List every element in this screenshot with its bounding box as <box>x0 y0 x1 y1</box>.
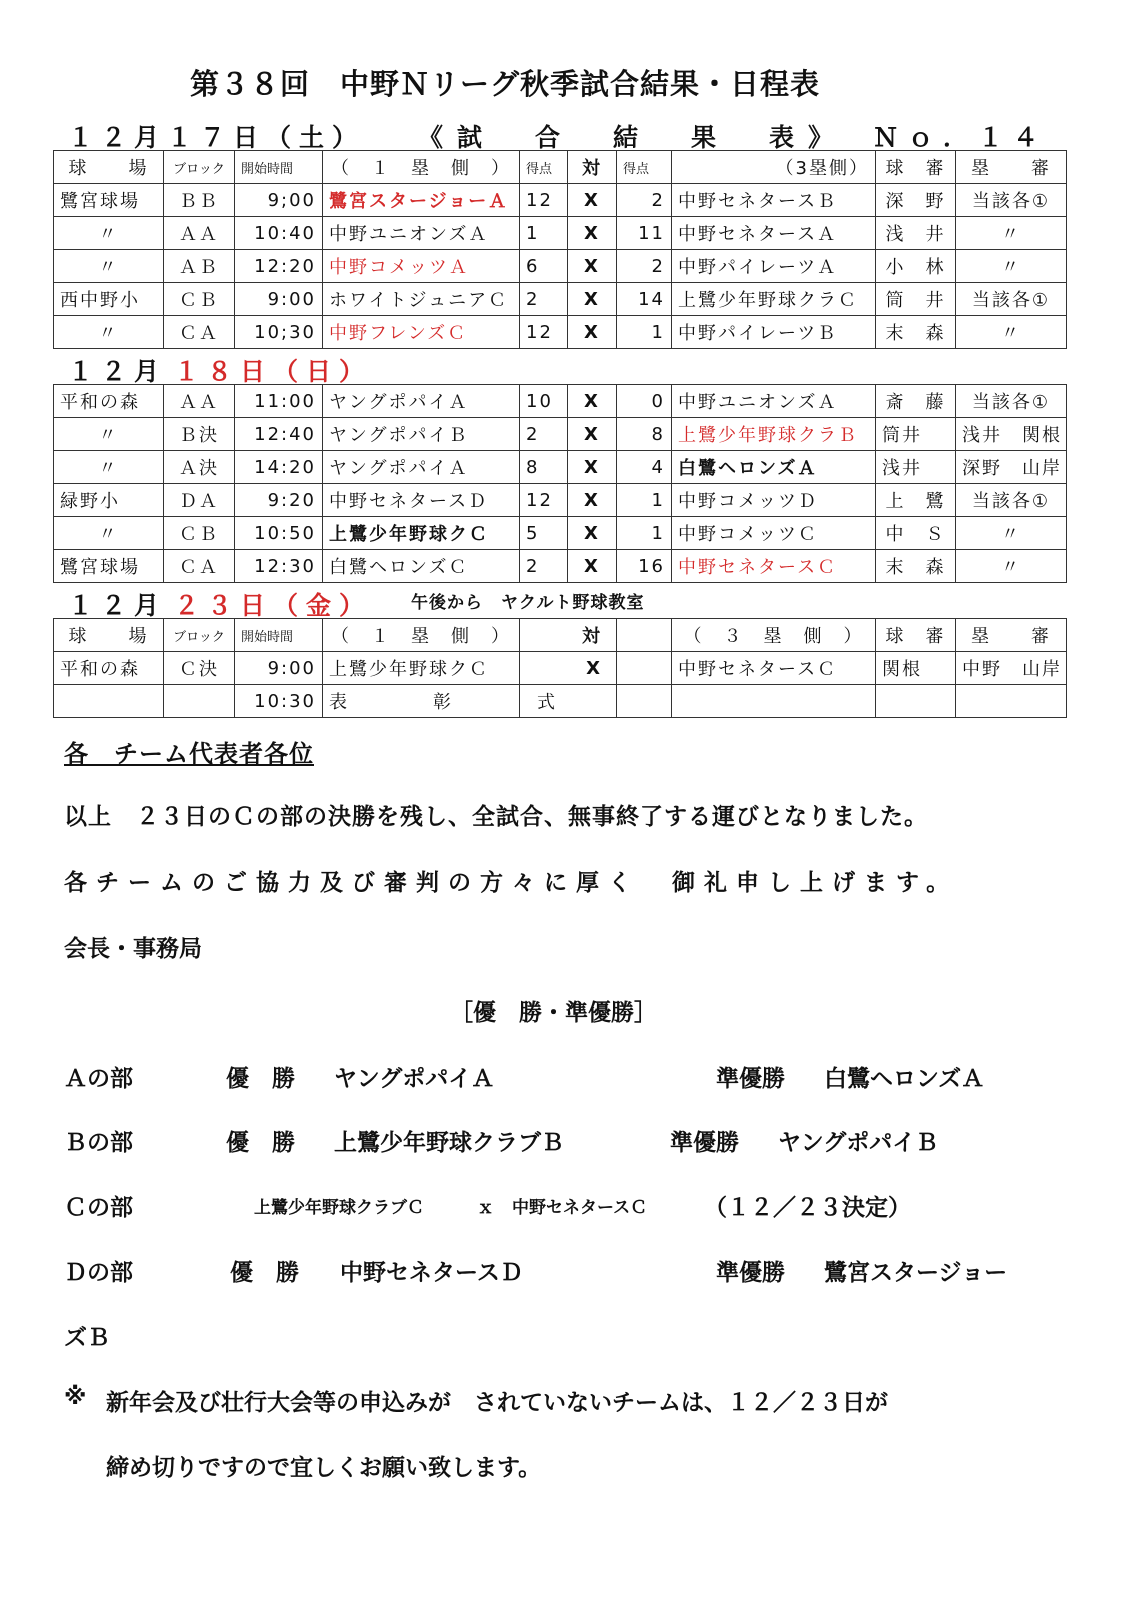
table-row <box>54 418 1067 451</box>
field: 〃 <box>54 517 164 550</box>
day2-date: １８日（日） <box>174 357 373 386</box>
score1: 2 <box>520 418 568 451</box>
header-vs: 対 <box>520 619 617 652</box>
header-vs: 対 <box>568 151 617 184</box>
header-team3: （ ３ 塁 側 ） <box>672 619 876 652</box>
header-block: ブロック <box>164 151 235 184</box>
runner-up-team-continued: ズＢ <box>64 1325 110 1351</box>
day3-date: ２３日（金） <box>174 591 373 620</box>
vs-mark: X <box>568 517 617 550</box>
time: 10;30 <box>235 316 323 349</box>
team3: 中野ユニオンズＡ <box>672 385 876 418</box>
base-umpire <box>956 685 1067 718</box>
umpire: 筒井 <box>876 418 956 451</box>
division-label: Ｃの部 <box>64 1195 133 1221</box>
table-row <box>54 484 1067 517</box>
runner-up-label: 準優勝 <box>716 1066 785 1092</box>
score1: 12 <box>520 484 568 517</box>
time: 12:40 <box>235 418 323 451</box>
final-team-1: 上鷺少年野球クラブＣ <box>254 1198 424 1218</box>
vs-mark: X <box>568 184 617 217</box>
block <box>164 685 235 718</box>
team3: 中野セネタースＢ <box>672 184 876 217</box>
notice-heading: 各 チーム代表者各位 <box>64 740 314 768</box>
division-d-runner-up-continued <box>64 1319 1064 1353</box>
division-b-result <box>64 1124 1064 1158</box>
time: 14:20 <box>235 451 323 484</box>
team1: 鷺宮スタージョーＡ <box>323 184 520 217</box>
vs-mark: X <box>568 250 617 283</box>
base-umpire: 〃 <box>956 550 1067 583</box>
time: 9:00 <box>235 652 323 685</box>
header-base-umpire: 塁 審 <box>956 619 1067 652</box>
score2: 0 <box>617 385 672 418</box>
vs-mark: X <box>568 418 617 451</box>
base-umpire: 当該各① <box>956 283 1067 316</box>
day2-header <box>68 352 668 386</box>
team1: ヤングポパイＡ <box>323 451 520 484</box>
umpire: 関根 <box>876 652 956 685</box>
winners-title: ［優 勝・準優勝］ <box>450 1000 657 1026</box>
score1: 2 <box>520 283 568 316</box>
field: 〃 <box>54 418 164 451</box>
header-team3: （3塁側） <box>672 151 876 184</box>
base-umpire: 当該各① <box>956 385 1067 418</box>
team3: 上鷺少年野球クラＢ <box>672 418 876 451</box>
table-row <box>54 316 1067 349</box>
team1: 中野フレンズＣ <box>323 316 520 349</box>
day3-header <box>68 586 868 620</box>
day1-section-label: 《試 合 結 果 表》 <box>418 123 848 152</box>
day3-schedule-table <box>53 618 1067 718</box>
time: 9;00 <box>235 184 323 217</box>
final-versus: ｘ <box>477 1198 494 1218</box>
block: ＣＢ <box>164 283 235 316</box>
table-row <box>54 652 1067 685</box>
team1: 上鷺少年野球クＣ <box>323 652 520 685</box>
day1-page-number: Ｎｏ．１４ <box>873 123 1049 152</box>
header-umpire: 球 審 <box>876 619 956 652</box>
team1: 白鷺ヘロンズＣ <box>323 550 520 583</box>
header-field: 球 場 <box>54 151 164 184</box>
vs-mark: X <box>568 385 617 418</box>
base-umpire: 〃 <box>956 517 1067 550</box>
vs-mark: X <box>568 316 617 349</box>
final-team-2: 中野セネタースＣ <box>512 1198 648 1218</box>
score2: 16 <box>617 550 672 583</box>
umpire: 筒 井 <box>876 283 956 316</box>
day1-header <box>68 118 1068 152</box>
score2: 11 <box>617 217 672 250</box>
field: 鷺宮球場 <box>54 184 164 217</box>
field: 西中野小 <box>54 283 164 316</box>
umpire: 浅井 <box>876 451 956 484</box>
score2: 2 <box>617 184 672 217</box>
note-mark-icon: ※ <box>64 1384 87 1410</box>
block: ＣＡ <box>164 550 235 583</box>
header-field: 球 場 <box>54 619 164 652</box>
vs-mark: X <box>568 217 617 250</box>
umpire: 斎 藤 <box>876 385 956 418</box>
umpire: 浅 井 <box>876 217 956 250</box>
table-row <box>54 685 1067 718</box>
division-d-result <box>64 1254 1064 1288</box>
winner-label: 優 勝 <box>230 1260 299 1286</box>
umpire: 中 Ｓ <box>876 517 956 550</box>
base-umpire: 当該各① <box>956 484 1067 517</box>
vs-mark: X <box>568 451 617 484</box>
division-a-result <box>64 1060 1064 1094</box>
team3: 中野パイレーツＢ <box>672 316 876 349</box>
footer-note <box>64 1384 1064 1418</box>
table-row <box>54 385 1067 418</box>
day2-date-prefix: １２月 <box>68 357 168 386</box>
footer-note-cont <box>64 1449 1064 1483</box>
block: Ｃ決 <box>164 652 235 685</box>
score2: 1 <box>617 316 672 349</box>
table-row <box>54 250 1067 283</box>
team3: 中野セネタースＡ <box>672 217 876 250</box>
winner-team: ヤングポパイＡ <box>334 1066 495 1092</box>
field <box>54 685 164 718</box>
division-label: Ｄの部 <box>64 1260 133 1286</box>
day1-schedule-table <box>53 150 1067 349</box>
division-label: Ｂの部 <box>64 1130 133 1156</box>
score2: 14 <box>617 283 672 316</box>
field: 鷺宮球場 <box>54 550 164 583</box>
block: ＢＢ <box>164 184 235 217</box>
team3: 白鷺ヘロンズＡ <box>672 451 876 484</box>
team3: 中野セネタースＣ <box>672 550 876 583</box>
score1: 6 <box>520 250 568 283</box>
base-umpire: 深野 山岸 <box>956 451 1067 484</box>
team1: ヤングポパイＢ <box>323 418 520 451</box>
block: Ｂ決 <box>164 418 235 451</box>
block: ＡＢ <box>164 250 235 283</box>
team1: 上鷺少年野球クＣ <box>323 517 520 550</box>
team3: 中野コメッツＣ <box>672 517 876 550</box>
time: 9:00 <box>235 283 323 316</box>
header-empty <box>617 619 672 652</box>
day2-schedule-table <box>53 384 1067 583</box>
score2: 1 <box>617 484 672 517</box>
day1-date: １２月１７日（土） <box>68 123 366 152</box>
score1: 5 <box>520 517 568 550</box>
score1: 8 <box>520 451 568 484</box>
division-c-result <box>64 1189 1064 1223</box>
time: 10:30 <box>235 685 323 718</box>
notice-line-2: 各チームのご協力及び審判の方々に厚く 御礼申し上げます。 <box>64 870 959 896</box>
winner-team: 上鷺少年野球クラブＢ <box>334 1130 564 1156</box>
winner-label: 優 勝 <box>226 1130 295 1156</box>
table-row <box>54 184 1067 217</box>
table-row <box>54 517 1067 550</box>
vs-mark: X <box>568 484 617 517</box>
umpire: 末 森 <box>876 316 956 349</box>
vs-mark: X <box>568 550 617 583</box>
team1: 中野コメッツＡ <box>323 250 520 283</box>
header-score1: 得点 <box>520 151 568 184</box>
score2: 4 <box>617 451 672 484</box>
base-umpire: 当該各① <box>956 184 1067 217</box>
block: ＣＡ <box>164 316 235 349</box>
field: 〃 <box>54 451 164 484</box>
block: ＡＡ <box>164 217 235 250</box>
team3 <box>672 685 876 718</box>
score1: 10 <box>520 385 568 418</box>
page-title: 第３８回 中野Ｎリーグ秋季試合結果・日程表 <box>190 67 821 101</box>
field: 〃 <box>54 217 164 250</box>
table-row <box>54 550 1067 583</box>
team1: 中野セネタースＤ <box>323 484 520 517</box>
header-team1: （ １ 塁 側 ） <box>323 619 520 652</box>
notice-line-1: 以上 ２３日のＣの部の決勝を残し、全試合、無事終了する運びとなりました。 <box>64 804 928 830</box>
base-umpire: 〃 <box>956 316 1067 349</box>
runner-up-team: ヤングポパイＢ <box>778 1130 939 1156</box>
umpire: 深 野 <box>876 184 956 217</box>
winner-team: 中野セネタースＤ <box>340 1260 523 1286</box>
ceremony: 表 彰 式 <box>323 685 520 718</box>
table-row <box>54 283 1067 316</box>
empty-cell <box>617 652 672 685</box>
team1: 中野ユニオンズＡ <box>323 217 520 250</box>
time: 12:30 <box>235 550 323 583</box>
field: 平和の森 <box>54 652 164 685</box>
header-base-umpire: 塁 審 <box>956 151 1067 184</box>
time: 11:00 <box>235 385 323 418</box>
winner-label: 優 勝 <box>226 1066 295 1092</box>
score1: 1 <box>520 217 568 250</box>
block: ＣＢ <box>164 517 235 550</box>
field: 緑野小 <box>54 484 164 517</box>
notice-signature: 会長・事務局 <box>64 936 202 962</box>
base-umpire: 〃 <box>956 250 1067 283</box>
team1: ホワイトジュニアＣ <box>323 283 520 316</box>
team3: 中野パイレーツＡ <box>672 250 876 283</box>
runner-up-label: 準優勝 <box>716 1260 785 1286</box>
time: 10:40 <box>235 217 323 250</box>
field: 〃 <box>54 250 164 283</box>
header-umpire: 球 審 <box>876 151 956 184</box>
field: 〃 <box>54 316 164 349</box>
time: 10:50 <box>235 517 323 550</box>
empty-cell <box>617 685 672 718</box>
header-block: ブロック <box>164 619 235 652</box>
table-row <box>54 451 1067 484</box>
base-umpire: 浅井 関根 <box>956 418 1067 451</box>
table-header-row <box>54 151 1067 184</box>
block: Ａ決 <box>164 451 235 484</box>
day3-date-prefix: １２月 <box>68 591 168 620</box>
team3: 中野セネタースＣ <box>672 652 876 685</box>
day3-note: 午後から ヤクルト野球教室 <box>411 593 645 613</box>
header-team1: （ １ 塁 側 ） <box>323 151 520 184</box>
vs-mark: X <box>568 283 617 316</box>
header-time: 開始時間 <box>235 151 323 184</box>
block: ＤＡ <box>164 484 235 517</box>
field: 平和の森 <box>54 385 164 418</box>
base-umpire: 〃 <box>956 217 1067 250</box>
score2: 8 <box>617 418 672 451</box>
score2: 1 <box>617 517 672 550</box>
team1: ヤングポパイＡ <box>323 385 520 418</box>
score2: 2 <box>617 250 672 283</box>
runner-up-team: 鷺宮スタージョー <box>824 1260 1008 1286</box>
time: 9:20 <box>235 484 323 517</box>
footer-line-1: 新年会及び壮行大会等の申込みが されていないチームは、１２／２３日が <box>106 1390 888 1416</box>
time: 12:20 <box>235 250 323 283</box>
block: ＡＡ <box>164 385 235 418</box>
team3: 上鷺少年野球クラＣ <box>672 283 876 316</box>
umpire <box>876 685 956 718</box>
table-header-row <box>54 619 1067 652</box>
header-time: 開始時間 <box>235 619 323 652</box>
team3: 中野コメッツＤ <box>672 484 876 517</box>
final-decision-date: （１２／２３決定） <box>704 1195 911 1221</box>
umpire: 上 鷺 <box>876 484 956 517</box>
table-row <box>54 217 1067 250</box>
runner-up-label: 準優勝 <box>670 1130 739 1156</box>
umpire: 末 森 <box>876 550 956 583</box>
division-label: Ａの部 <box>64 1066 133 1092</box>
umpire: 小 林 <box>876 250 956 283</box>
runner-up-team: 白鷺ヘロンズＡ <box>824 1066 985 1092</box>
score1: 12 <box>520 184 568 217</box>
base-umpire: 中野 山岸 <box>956 652 1067 685</box>
footer-line-2: 締め切りですので宜しくお願い致します。 <box>106 1455 542 1481</box>
score1: 12 <box>520 316 568 349</box>
header-score2: 得点 <box>617 151 672 184</box>
vs-mark: X <box>520 652 617 685</box>
score1: 2 <box>520 550 568 583</box>
